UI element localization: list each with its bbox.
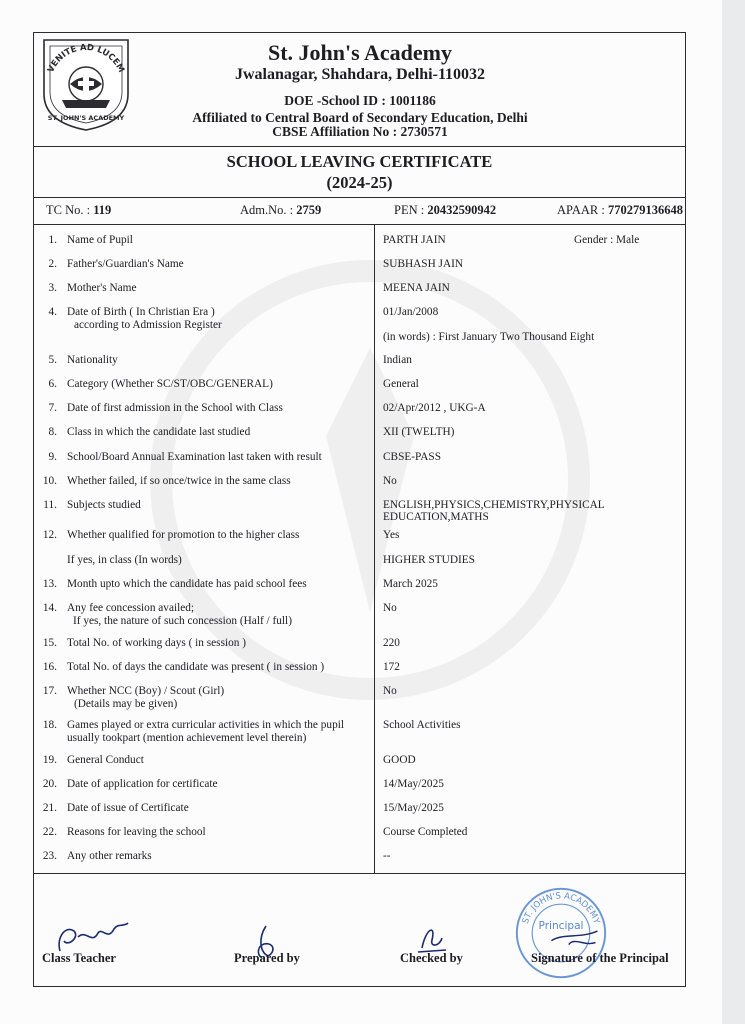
- certificate-session: (2024-25): [326, 173, 393, 192]
- row-value: MEENA JAIN: [383, 282, 450, 294]
- row-number: 18.: [42, 719, 57, 731]
- divider-header: [33, 146, 686, 147]
- row-label: Games played or extra curricular activities in which the pupil: [67, 719, 344, 731]
- row-value: No: [383, 475, 397, 487]
- apaar-value: 770279136648: [607, 203, 683, 217]
- row-label-line2: according to Admission Register: [74, 319, 222, 331]
- row-number: 5.: [48, 354, 57, 366]
- adm-label: Adm.No. :: [240, 203, 294, 217]
- prepared-by-label: Prepared by: [234, 951, 300, 965]
- row-value: Yes: [383, 529, 400, 541]
- row-number: 12.: [42, 529, 57, 541]
- row-label: Whether failed, if so once/twice in the same class: [67, 475, 291, 487]
- row-number: 15.: [42, 637, 57, 649]
- row-value: School Activities: [383, 719, 461, 731]
- row-value: SUBHASH JAIN: [383, 258, 464, 270]
- row-number: 2.: [48, 258, 57, 270]
- row-label: School/Board Annual Examination last taken with result: [67, 451, 322, 463]
- divider-title: [33, 197, 686, 198]
- row-number: 20.: [42, 778, 57, 790]
- row-label-line2: usually tookpart (mention achievement level therein): [67, 732, 307, 744]
- row-value: 220: [383, 637, 400, 649]
- row-number: 17.: [42, 685, 57, 697]
- admission-number: [240, 203, 321, 218]
- row-value: 172: [383, 661, 400, 673]
- row-label-line2: If yes, the nature of such concession (Half / full): [73, 615, 292, 627]
- column-divider: [374, 224, 375, 873]
- row-value: 15/May/2025: [383, 802, 444, 814]
- row-label: Date of issue of Certificate: [67, 802, 189, 814]
- svg-text:Principal: Principal: [538, 920, 584, 933]
- row-value: No: [383, 685, 397, 697]
- school-name: St. John's Academy: [268, 40, 452, 65]
- row-number: 6.: [48, 378, 57, 390]
- row-value: 02/Apr/2012 , UKG-A: [383, 402, 486, 414]
- svg-text:ST. JOHN'S ACADEMY: ST. JOHN'S ACADEMY: [47, 114, 125, 122]
- row-label: Date of Birth ( In Christian Era ): [67, 306, 215, 318]
- row-value: PARTH JAIN: [383, 234, 446, 246]
- row-label: Any other remarks: [67, 850, 152, 862]
- row-label-line2: (Details may be given): [74, 698, 178, 710]
- row-value: No: [383, 602, 397, 614]
- checked-by-label: Checked by: [400, 951, 463, 965]
- pen-label: PEN :: [394, 203, 425, 217]
- row-number: 19.: [42, 754, 57, 766]
- row-value: CBSE-PASS: [383, 451, 441, 463]
- row-label: Whether NCC (Boy) / Scout (Girl): [67, 685, 225, 697]
- row-label: Nationality: [67, 354, 118, 366]
- row-number: 22.: [42, 826, 57, 838]
- row-label: Total No. of days the candidate was present ( in session ): [67, 661, 325, 673]
- cbse-affiliation-no: CBSE Affiliation No : 2730571: [272, 124, 448, 139]
- pen-value: 20432590942: [427, 203, 497, 217]
- svg-text:ST. JOHN'S ACADEMY: ST. JOHN'S ACADEMY: [520, 891, 602, 926]
- school-address: Jwalanagar, Shahdara, Delhi-110032: [234, 66, 486, 83]
- row-label: Reasons for leaving the school: [67, 826, 206, 838]
- row-label: Father's/Guardian's Name: [67, 258, 184, 270]
- gender-value: Gender : Male: [574, 234, 640, 246]
- row-value-line2: EDUCATION,MATHS: [383, 511, 489, 523]
- class-teacher-label: Class Teacher: [42, 951, 116, 965]
- row-label: General Conduct: [67, 754, 144, 766]
- row-label: Name of Pupil: [67, 234, 133, 246]
- row-number: 9.: [48, 451, 57, 463]
- adm-value: 2759: [296, 203, 322, 217]
- row-label: Subjects studied: [67, 499, 141, 511]
- row-number: 16.: [42, 661, 57, 673]
- svg-text:VENITE AD LUCEM: VENITE AD LUCEM: [45, 42, 127, 75]
- affiliation-text: Affiliated to Central Board of Secondary Education, Delhi: [192, 110, 528, 125]
- row-value: 14/May/2025: [383, 778, 444, 790]
- row-label: Any fee concession availed;: [67, 602, 195, 614]
- doe-school-id: DOE -School ID : 1001186: [284, 93, 436, 108]
- row-number: 4.: [48, 306, 57, 318]
- row-number: 3.: [48, 282, 57, 294]
- row-value-line2: (in words) : First January Two Thousand Eight: [383, 331, 595, 343]
- principal-signature-label: Signature of the Principal: [531, 951, 669, 965]
- row-value: March 2025: [383, 578, 438, 590]
- pen-number: [394, 203, 496, 218]
- row-label: Date of application for certificate: [67, 778, 218, 790]
- tc-label: TC No. :: [46, 203, 91, 217]
- row-label: Mother's Name: [67, 282, 137, 294]
- row-value: Indian: [383, 354, 412, 366]
- school-logo: [36, 34, 136, 134]
- row-number: 11.: [43, 499, 57, 511]
- apaar-number: [557, 203, 683, 218]
- tc-value: 119: [93, 203, 112, 217]
- divider-meta: [33, 224, 686, 225]
- principal-stamp: [513, 885, 609, 981]
- row-value: General: [383, 378, 419, 390]
- row-number: 14.: [42, 602, 57, 614]
- row-number: 1.: [48, 234, 57, 246]
- row-value: 01/Jan/2008: [383, 306, 439, 318]
- row-number: 10.: [42, 475, 57, 487]
- row-value: --: [383, 850, 391, 862]
- row-label: Class in which the candidate last studied: [67, 426, 251, 438]
- row-number: 23.: [42, 850, 57, 862]
- row-label: Whether qualified for promotion to the higher class: [67, 529, 300, 541]
- apaar-label: APAAR :: [557, 203, 605, 217]
- divider-rows: [33, 873, 686, 874]
- row-number: 7.: [48, 402, 57, 414]
- row-number: 13.: [42, 578, 57, 590]
- row-label: Total No. of working days ( in session ): [67, 637, 246, 649]
- row-value: Course Completed: [383, 826, 468, 838]
- row-label: If yes, in class (In words): [67, 554, 182, 566]
- row-value: HIGHER STUDIES: [383, 554, 475, 566]
- row-number: 8.: [48, 426, 57, 438]
- row-number: 21.: [42, 802, 57, 814]
- row-value: GOOD: [383, 754, 416, 766]
- certificate-title: SCHOOL LEAVING CERTIFICATE: [226, 152, 493, 171]
- row-value: XII (TWELTH): [383, 426, 455, 438]
- row-label: Date of first admission in the School with Class: [67, 402, 283, 414]
- row-label: Category (Whether SC/ST/OBC/GENERAL): [67, 378, 273, 390]
- row-label: Month upto which the candidate has paid school fees: [67, 578, 307, 590]
- tc-number: [46, 203, 111, 218]
- row-value: ENGLISH,PHYSICS,CHEMISTRY,PHYSICAL: [383, 499, 605, 511]
